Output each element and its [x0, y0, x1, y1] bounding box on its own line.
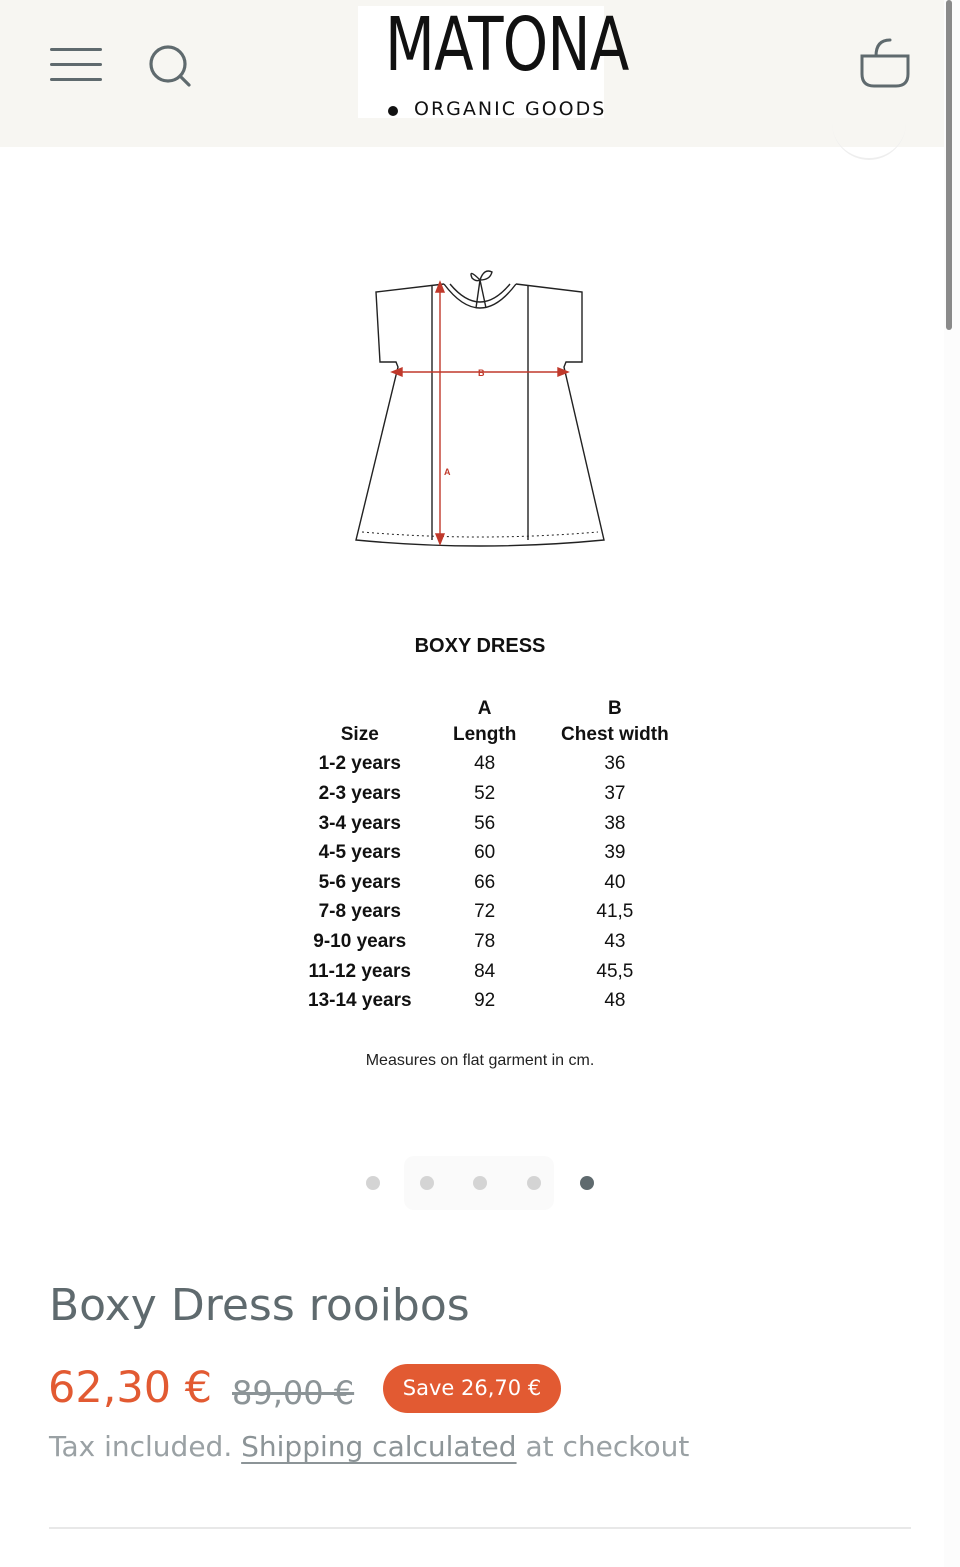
pagination-dot[interactable]	[580, 1176, 594, 1190]
table-row	[300, 838, 680, 868]
pagination-dot[interactable]	[366, 1176, 380, 1190]
tax-line	[49, 1430, 689, 1463]
column-letter	[300, 696, 420, 720]
dimension-b-label: B	[478, 368, 485, 378]
sale-price: 62,30 €	[48, 1363, 213, 1413]
shipping-link[interactable]: Shipping calculated	[241, 1430, 517, 1463]
tax-suffix: at checkout	[525, 1430, 690, 1463]
size-cell: 2-3 years	[318, 782, 401, 804]
table-row	[300, 750, 680, 780]
chest-width-cell: 37	[604, 782, 626, 804]
measure-note: Measures on flat garment in cm.	[365, 1052, 595, 1069]
size-cell: 1-2 years	[318, 753, 401, 775]
size-cell: 4-5 years	[318, 842, 401, 864]
hamburger-menu-icon[interactable]	[50, 46, 104, 82]
search-icon[interactable]	[146, 42, 194, 90]
chest-width-cell: 40	[604, 871, 626, 893]
dress-diagram	[340, 262, 620, 552]
column-header: Length	[452, 723, 517, 745]
product-title: Boxy Dress rooibos	[49, 1280, 470, 1331]
length-cell: 66	[474, 871, 496, 893]
size-cell: 13-14 years	[308, 990, 412, 1012]
column-letter: B	[608, 698, 622, 719]
save-badge: Save 26,70 €	[383, 1364, 561, 1413]
chest-width-cell: 45,5	[596, 960, 634, 982]
table-row	[300, 898, 680, 928]
chest-width-cell: 41,5	[596, 901, 634, 923]
pagination-dot[interactable]	[420, 1176, 434, 1190]
size-table	[300, 696, 680, 1016]
column-header: Chest width	[561, 723, 669, 745]
logo-wordmark: MATONA	[385, 2, 629, 88]
chest-width-cell: 36	[604, 753, 626, 775]
tax-prefix: Tax included.	[49, 1430, 233, 1463]
basket-icon[interactable]	[858, 36, 912, 90]
length-cell: 52	[474, 782, 496, 804]
pagination-dot[interactable]	[473, 1176, 487, 1190]
length-cell: 78	[474, 930, 496, 952]
pagination-dot[interactable]	[527, 1176, 541, 1190]
column-header: Size	[340, 723, 379, 745]
length-cell: 56	[474, 812, 496, 834]
size-cell: 11-12 years	[308, 960, 412, 982]
site-header	[0, 0, 944, 147]
compare-price: 89,00 €	[232, 1374, 355, 1412]
column-letter: A	[477, 698, 492, 719]
table-row	[300, 957, 680, 987]
size-cell: 3-4 years	[318, 812, 401, 834]
dimension-a-label: A	[444, 467, 451, 477]
chest-width-cell: 48	[604, 990, 626, 1012]
size-chart-title: BOXY DRESS	[414, 635, 546, 657]
table-row	[300, 927, 680, 957]
length-cell: 72	[474, 901, 496, 923]
chest-width-cell: 43	[604, 930, 626, 952]
length-cell: 92	[474, 990, 496, 1012]
chest-width-cell: 39	[604, 842, 626, 864]
table-row	[300, 779, 680, 809]
length-cell: 84	[474, 960, 496, 982]
size-cell: 5-6 years	[318, 871, 401, 893]
chest-width-cell: 38	[604, 812, 626, 834]
length-cell: 60	[474, 842, 496, 864]
length-cell: 48	[474, 753, 496, 775]
table-row	[300, 868, 680, 898]
logo-tagline: ORGANIC GOODS	[414, 98, 607, 120]
table-row	[300, 809, 680, 839]
size-cell: 9-10 years	[313, 930, 407, 952]
logo-dot	[388, 106, 398, 116]
table-row	[300, 986, 680, 1016]
brand-logo[interactable]	[358, 2, 629, 120]
size-cell: 7-8 years	[318, 901, 401, 923]
divider	[49, 1527, 911, 1529]
scrollbar-thumb[interactable]	[946, 0, 952, 330]
